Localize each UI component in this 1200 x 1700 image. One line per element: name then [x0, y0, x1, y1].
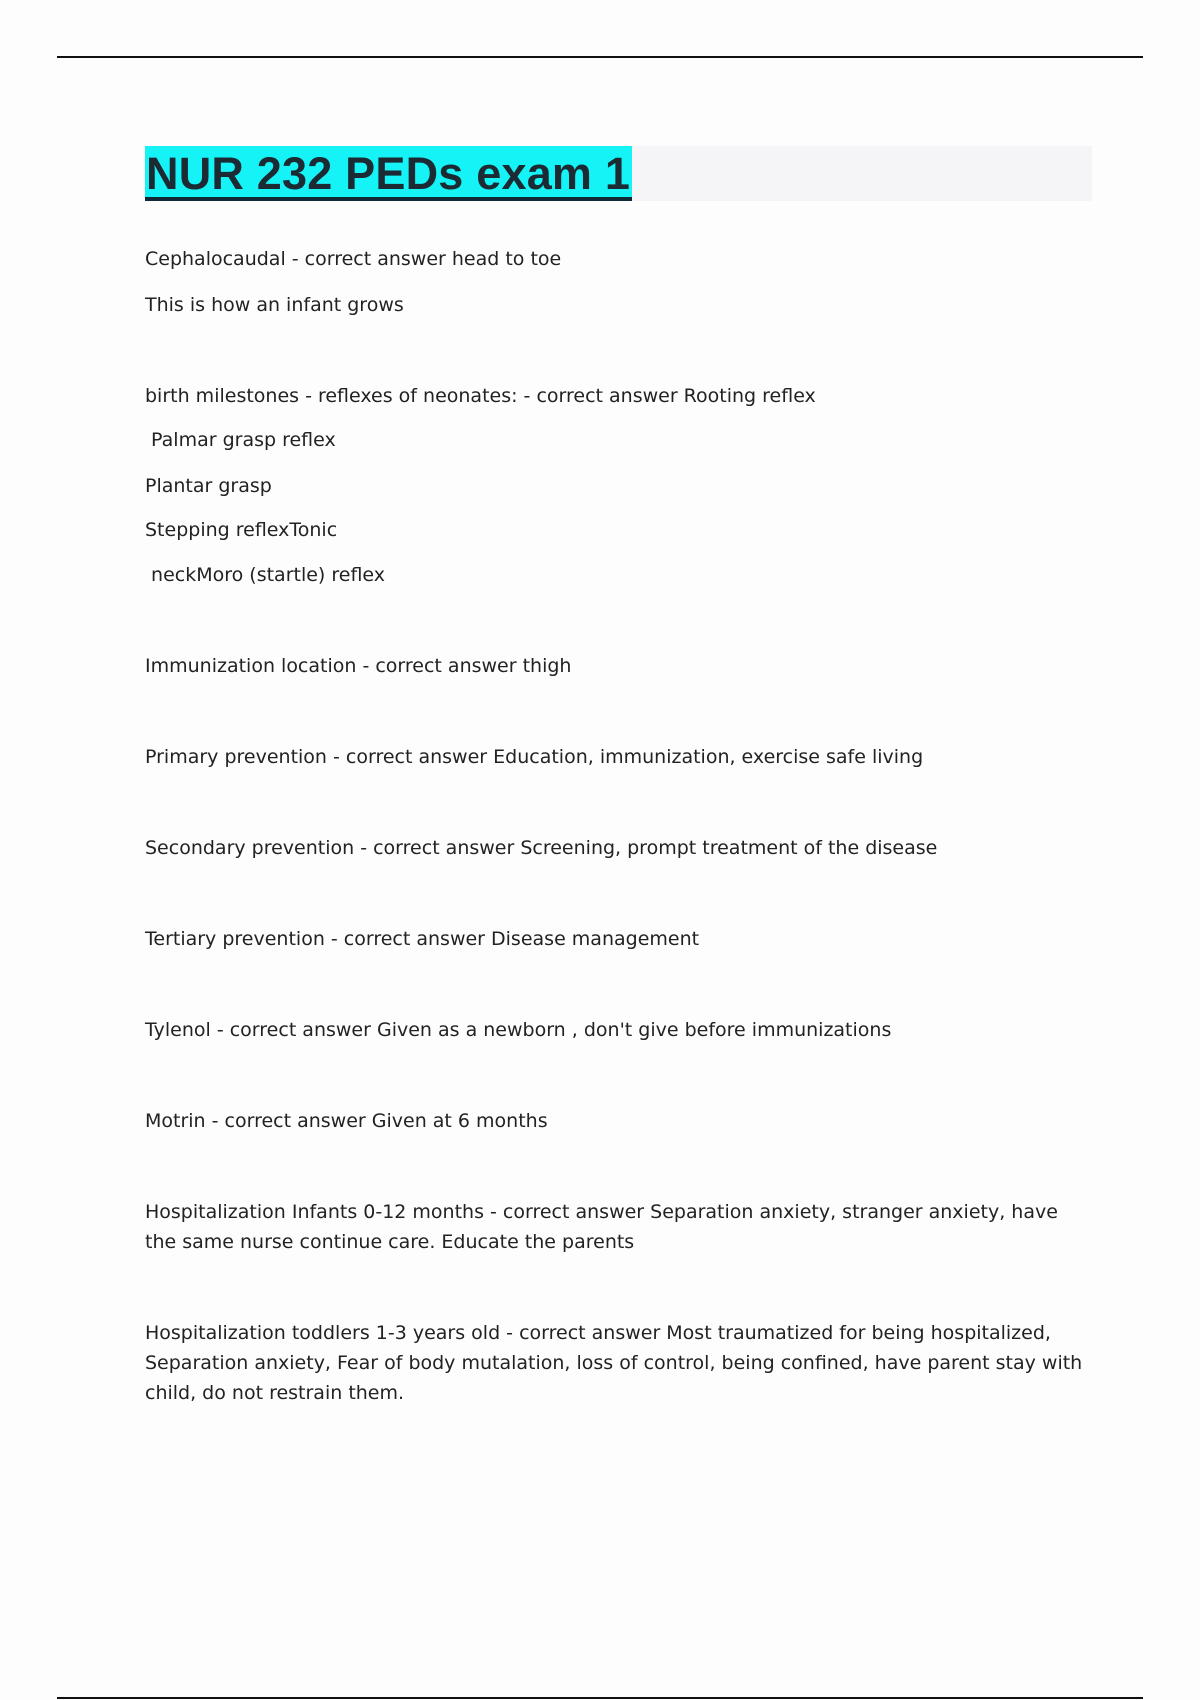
text-line: Primary prevention - correct answer Education, immunization, exercise safe living — [145, 746, 924, 768]
text-line: Motrin - correct answer Given at 6 months — [145, 1110, 548, 1132]
text-line: Secondary prevention - correct answer Screening, prompt treatment of the disease — [145, 837, 938, 859]
header-rule — [57, 56, 1143, 58]
text-paragraph: Hospitalization Infants 0-12 months - correct answer Separation anxiety, stranger anxiety, have the same nurse continue care. Educate the parents — [145, 1201, 1058, 1253]
text-line: Cephalocaudal - correct answer head to toe — [145, 248, 562, 270]
text-line: birth milestones - reflexes of neonates: - correct answer Rooting reflex — [145, 385, 816, 407]
text-line: Palmar grasp reflex — [145, 429, 336, 451]
text-line: Plantar grasp — [145, 475, 272, 497]
text-line: This is how an infant grows — [145, 294, 404, 316]
text-line: neckMoro (startle) reflex — [145, 564, 386, 586]
text-line: Tylenol - correct answer Given as a newborn , don't give before immunizations — [145, 1019, 892, 1041]
footer-rule — [57, 1697, 1143, 1699]
page-title: NUR 232 PEDs exam 1 — [146, 148, 631, 199]
text-line: Tertiary prevention - correct answer Disease management — [145, 928, 700, 950]
text-line: Immunization location - correct answer thigh — [145, 655, 572, 677]
text-line: Stepping reflexTonic — [145, 519, 338, 541]
text-paragraph: Hospitalization toddlers 1-3 years old - correct answer Most traumatized for being hospitalized, Separation anxiety, Fear of body mutalation, loss of control, being confined, have parent stay with child, do not restrain them. — [145, 1322, 1083, 1404]
